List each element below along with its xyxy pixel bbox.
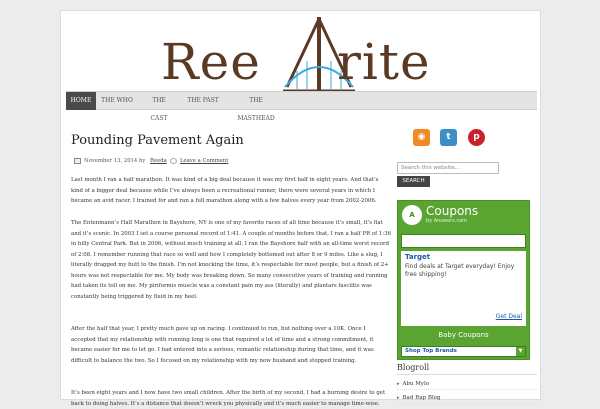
blogroll-item-label: Abu Mylo [402,381,430,387]
nav-home[interactable]: HOME [66,92,96,110]
baby-coupons-label[interactable]: Baby Coupons [438,331,489,339]
nav-the-past[interactable]: THE PAST [187,97,219,104]
blogroll-item[interactable] [397,392,537,404]
blogroll-item-label: Bad Rap Blog [402,395,441,401]
page-wrapper [60,10,541,407]
twitter-icon[interactable]: t [440,129,457,146]
post-date: November 13, 2014 by [84,158,146,164]
search-input[interactable]: Search this website… [397,162,499,174]
coupons-widget [397,200,530,360]
arrow-right-icon: ▸ [397,381,400,387]
nav-the-masthead[interactable]: THE MASTHEAD [237,97,275,122]
search-button[interactable]: SEARCH [397,176,430,187]
blogroll-item[interactable] [397,378,537,390]
rss-icon[interactable]: ◉ [413,129,430,146]
post-paragraph: It’s been eight years and I now have two small children. After the birth of my second, I had a burning desire to get back to doing halves. It’s a distance that doesn’t wreck you physically and it’s much easier to manage time-wise. [71,390,386,407]
post-meta [69,157,389,167]
get-deal-link[interactable]: Get Deal [495,313,522,320]
logo-text-right: rite [337,33,431,91]
post-paragraph: After the half that year, I pretty much gave up on racing. I continued to run, but nothing over a 10K. Once I accepted that my relationship with running long is one that required a lot of time and a strong commitment, it became easier for me to let go. I had entered into a serious, romantic relationship during that time, and it was difficult to balance the two. So I focused on my relationship with my now husband and stopped training. [71,326,374,364]
coupon-card-title[interactable]: Target [405,253,431,261]
main-nav [66,91,537,122]
social-links [413,129,533,149]
post-author-link[interactable]: Reeda [150,158,167,164]
answers-logo-icon: A [402,205,422,225]
coupon-card-desc: Find deals at Target everyday! Enjoy free shipping! [405,263,515,278]
post-paragraph: The Entenmann’s Half Marathon in Bayshore, NY is one of my favorite races of all time because it’s small, it’s flat and it’s scenic. In 2003 I set a course personal record of 1:41. A couple of months before that, I ran a half PR of 1:36 in hilly Central Park. But in 2006, without much training at all, I ran the Bayshore half with an all-time worst record of 2:08. I remember running that race so well and how I completely bottomed out after 8 or 9 miles. Like a slug, I literally dragged my butt to the finish. I’m not knocking the time, it’s respectable for most people, but a finish of 2+ hours was not respectable for me. My body was breaking down. So many consecutive years of training and running had taken its toll on me. My piriformis muscle was a constant pain my ass (literally) and plantars fasciitis was constantly being triggered by fluid in my heel. [71,220,391,300]
coupons-search-input[interactable] [401,234,526,248]
comment-icon [170,158,177,164]
logo-text-left: Ree [161,33,261,91]
calendar-icon [74,158,81,164]
nav-the-who[interactable]: THE WHO [101,97,133,104]
leave-comment-link[interactable]: Leave a Comment [180,158,229,164]
coupons-subtitle: by Answers.com [426,218,468,224]
post-title[interactable]: Pounding Pavement Again [71,133,244,148]
arrow-right-icon: ▸ [397,395,400,401]
coupon-card [401,251,526,326]
pinterest-icon[interactable]: p [468,129,485,146]
post-paragraph: Last month I ran a half marathon. It was kind of a big deal because it was my first half in eight years. And that’s kind of a bigger deal because while I’ve always been a recreational runner, there were several years in which I became an avid racer. I trained for and ran a full marathon along with a few halves every year from 2002-2006. [71,177,379,204]
site-logo[interactable] [61,11,542,91]
nav-the-cast[interactable]: THE CAST [150,97,168,122]
chevron-down-icon: ▼ [516,347,525,356]
shop-top-brands-label: Shop Top Brands [405,348,457,354]
shop-top-brands-select[interactable] [401,346,526,357]
blogroll-title: Blogroll [397,363,537,375]
coupons-title: Coupons [426,204,479,218]
